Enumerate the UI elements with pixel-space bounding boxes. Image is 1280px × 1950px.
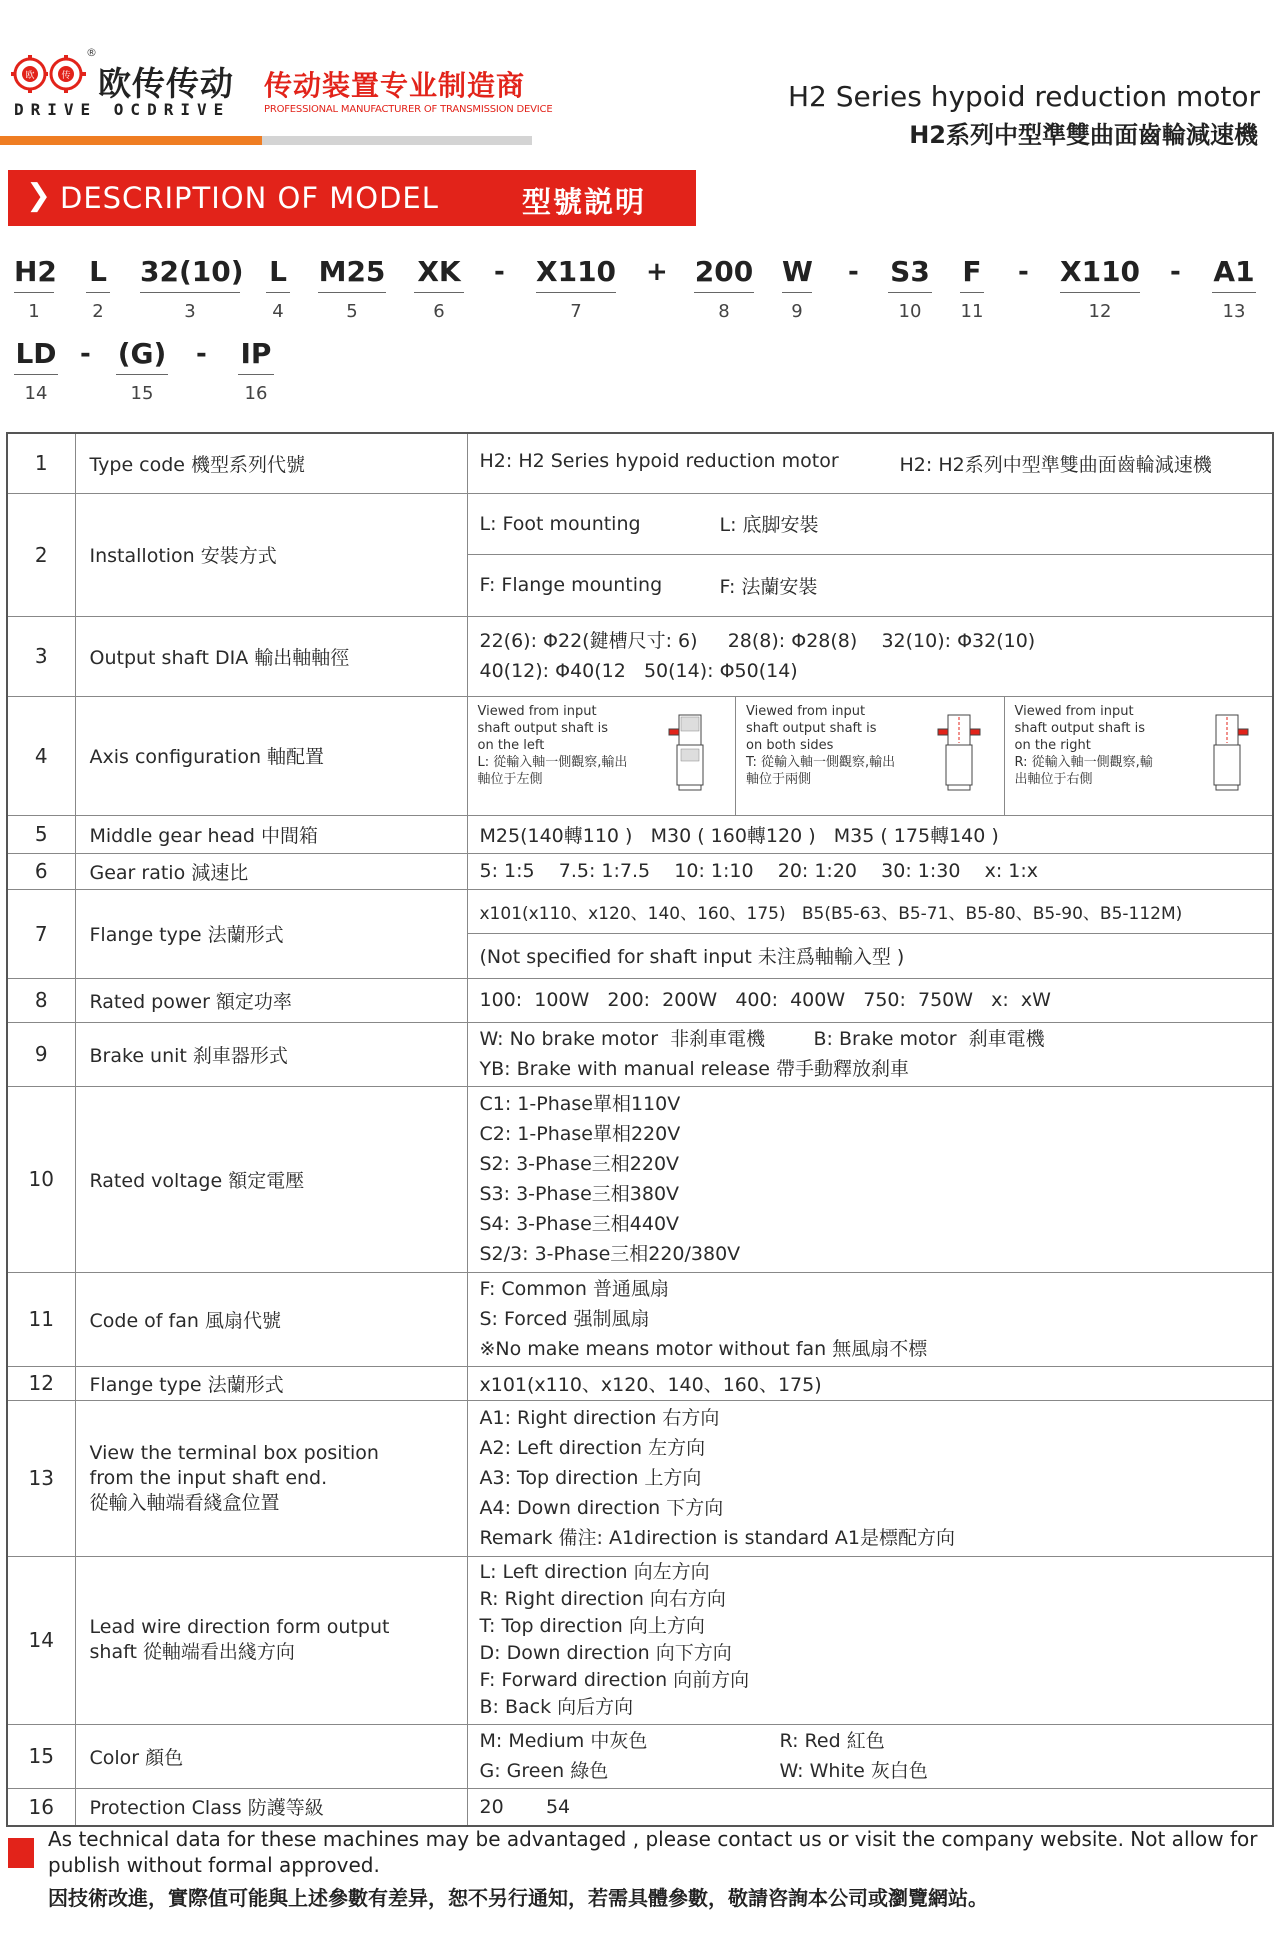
- section-title-cn: 型號説明: [522, 185, 647, 219]
- row-name: Installotion 安裝方式: [75, 493, 467, 616]
- code-separator: -: [494, 257, 505, 287]
- chevron-right-icon: ❯: [26, 178, 52, 213]
- row-name: Gear ratio 減速比: [75, 853, 467, 889]
- row-number: 8: [7, 978, 75, 1022]
- code-separator: -: [1018, 257, 1029, 287]
- row-name: Flange type 法蘭形式: [75, 889, 467, 978]
- code-separator: -: [196, 339, 207, 369]
- page-title-cn: H2系列中型準雙曲面齒輪減速機: [909, 121, 1258, 149]
- code-part: F 11: [960, 255, 984, 322]
- gear-logo-icon: [10, 52, 90, 96]
- code-part: (G) 15: [117, 337, 167, 404]
- row-name: Brake unit 刹車器形式: [75, 1022, 467, 1086]
- row-desc: x101(x110、x120、140、160、175): [467, 1366, 1273, 1400]
- table-row: [7, 1366, 1273, 1400]
- row-number: 15: [7, 1724, 75, 1788]
- section-banner: [8, 170, 696, 226]
- row-desc: C1: 1-Phase單相110V C2: 1-Phase單相220V S2: 3-Phase三相220V S3: 3-Phase三相380V S4: 3-Phase三相440V S2/3: 3-Phase三相220/380V: [467, 1086, 1273, 1272]
- footer-note-cn: 因技術改進，實際值可能與上述參數有差异，恕不另行通知，若需具體參數，敬請咨詢本公司或瀏覽網站。: [48, 1886, 988, 1910]
- page-title: H2 Series hypoid reduction motor: [787, 80, 1260, 113]
- axis-option-right: Viewed from input shaft output shaft is on the right R: 從輸入軸一側觀察,輸出軸位于右側: [1005, 697, 1273, 815]
- table-row: [7, 433, 1273, 493]
- code-part: M25 5: [318, 255, 386, 322]
- table-row: [7, 1724, 1273, 1788]
- table-row: [7, 1556, 1273, 1724]
- slogan-cn: 传动装置专业制造商: [264, 69, 526, 102]
- row-desc: 22(6): Φ22(鍵槽尺寸: 6) 28(8): Φ28(8) 32(10): Φ32(10) 40(12): Φ40(12 50(14): Φ50(14): [467, 616, 1273, 696]
- code-part: IP 16: [238, 334, 274, 404]
- code-part: X110 12: [1060, 255, 1141, 322]
- code-part: 200 8: [694, 255, 754, 322]
- row-name: Rated power 額定功率: [75, 978, 467, 1022]
- logo-text-cn: 欧传传动: [98, 64, 234, 103]
- row-name: Output shaft DIA 輸出軸軸徑: [75, 616, 467, 696]
- row-number: 5: [7, 815, 75, 853]
- row-name: Rated voltage 額定電壓: [75, 1086, 467, 1272]
- row-number: 11: [7, 1272, 75, 1366]
- code-part: H2 1: [14, 255, 57, 322]
- code-part: L 4: [266, 252, 290, 322]
- row-desc: L: Foot mounting L: 底脚安裝 F: Flange mounting F: 法蘭安裝: [467, 493, 1273, 616]
- code-part: S3 10: [888, 252, 932, 322]
- row-desc: M25(140轉110 ) M30 ( 160轉120 ) M35 ( 175轉140 ): [467, 815, 1273, 853]
- table-row: [7, 1022, 1273, 1086]
- row-desc: [467, 696, 1273, 815]
- table-row: [7, 1272, 1273, 1366]
- row-desc: F: Common 普通風扇 S: Forced 强制風扇 ※No make means motor without fan 無風扇不標: [467, 1272, 1273, 1366]
- svg-text:传: 传: [61, 71, 71, 81]
- code-part: 32(10) 3: [140, 255, 244, 322]
- row-desc: W: No brake motor 非刹車電機 B: Brake motor 刹車電機 YB: Brake with manual release 帶手動釋放刹車: [467, 1022, 1273, 1086]
- row-number: 13: [7, 1400, 75, 1556]
- row-number: 16: [7, 1788, 75, 1826]
- row-number: 12: [7, 1366, 75, 1400]
- table-row: [7, 889, 1273, 978]
- row-name: Lead wire direction form output shaft 從軸端看出綫方向: [75, 1556, 467, 1724]
- row-name: Axis configuration 軸配置: [75, 696, 467, 815]
- shaft-both-icon: [934, 707, 982, 793]
- row-desc: 20 54: [467, 1788, 1273, 1826]
- row-name: Color 顏色: [75, 1724, 467, 1788]
- table-row: [7, 1788, 1273, 1826]
- code-separator: -: [80, 339, 91, 369]
- code-separator: -: [1170, 257, 1181, 287]
- shaft-right-icon: [1202, 707, 1250, 793]
- table-row: [7, 853, 1273, 889]
- header-bar-orange: [0, 136, 262, 145]
- row-number: 6: [7, 853, 75, 889]
- row-desc: 100: 100W 200: 200W 400: 400W 750: 750W x: xW: [467, 978, 1273, 1022]
- row-name: Code of fan 風扇代號: [75, 1272, 467, 1366]
- svg-text:欧: 欧: [25, 71, 35, 81]
- table-row: [7, 616, 1273, 696]
- logo-text-en: DRIVE OCDRIVE: [14, 100, 231, 119]
- code-part: XK 6: [414, 252, 464, 322]
- row-name: Middle gear head 中間箱: [75, 815, 467, 853]
- footer-note-en: As technical data for these machines may be advantaged , please contact us or visit the company website. Not allow for publish without formal approved.: [48, 1827, 1258, 1877]
- table-row: [7, 1400, 1273, 1556]
- row-name: View the terminal box position from the input shaft end. 從輸入軸端看綫盒位置: [75, 1400, 467, 1556]
- row-number: 2: [7, 493, 75, 616]
- row-name: Flange type 法蘭形式: [75, 1366, 467, 1400]
- row-number: 1: [7, 433, 75, 493]
- section-title: DESCRIPTION OF MODEL: [60, 181, 439, 215]
- table-row: [7, 493, 1273, 616]
- row-desc: H2: H2 Series hypoid reduction motor H2: H2系列中型準雙曲面齒輪減速機: [467, 433, 1273, 493]
- footer-marker: [8, 1838, 34, 1868]
- row-number: 10: [7, 1086, 75, 1272]
- row-desc: A1: Right direction 右方向 A2: Left direction 左方向 A3: Top direction 上方向 A4: Down direction 下方向 Remark 備注: A1direction is standard A1是標配方向: [467, 1400, 1273, 1556]
- row-number: 3: [7, 616, 75, 696]
- row-name: Type code 機型系列代號: [75, 433, 467, 493]
- code-part: L 2: [86, 252, 110, 322]
- row-desc: M: Medium 中灰色 G: Green 綠色 R: Red 紅色 W: White 灰白色: [467, 1724, 1273, 1788]
- code-part: W 9: [782, 255, 813, 322]
- row-number: 7: [7, 889, 75, 978]
- row-desc: L: Left direction 向左方向 R: Right direction 向右方向 T: Top direction 向上方向 D: Down direction 向下方向 F: Forward direction 向前方向 B: Back 向后方向: [467, 1556, 1273, 1724]
- table-row: [7, 815, 1273, 853]
- code-separator: -: [848, 257, 859, 287]
- model-description-table: [6, 432, 1274, 1827]
- registered-mark: ®: [86, 46, 97, 59]
- header-bar-grey: [262, 136, 532, 145]
- slogan-en: PROFESSIONAL MANUFACTURER OF TRANSMISSION DEVICE: [264, 104, 553, 115]
- code-part: LD 14: [15, 337, 57, 404]
- row-desc: 5: 1:5 7.5: 1:7.5 10: 1:10 20: 1:20 30: 1:30 x: 1:x: [467, 853, 1273, 889]
- axis-option-left: Viewed from input shaft output shaft is on the left L: 從輸入軸一側觀察,輸出軸位于左側: [468, 697, 737, 815]
- row-number: 4: [7, 696, 75, 815]
- axis-option-both: Viewed from input shaft output shaft is on both sides T: 從輸入軸一側觀察,輸出軸位于兩側: [736, 697, 1005, 815]
- row-number: 9: [7, 1022, 75, 1086]
- row-desc: x101(x110、x120、140、160、175) B5(B5-63、B5-71、B5-80、B5-90、B5-112M) (Not specified for shaft input 未注爲軸輸入型 ): [467, 889, 1273, 978]
- page-header: [0, 0, 1280, 150]
- code-part: X110 7: [536, 255, 617, 322]
- code-separator: +: [646, 257, 668, 287]
- table-row: [7, 696, 1273, 815]
- table-row: [7, 978, 1273, 1022]
- shaft-left-icon: [665, 707, 713, 793]
- row-name: Protection Class 防護等級: [75, 1788, 467, 1826]
- table-row: [7, 1086, 1273, 1272]
- code-part: A1 13: [1213, 255, 1255, 322]
- row-number: 14: [7, 1556, 75, 1724]
